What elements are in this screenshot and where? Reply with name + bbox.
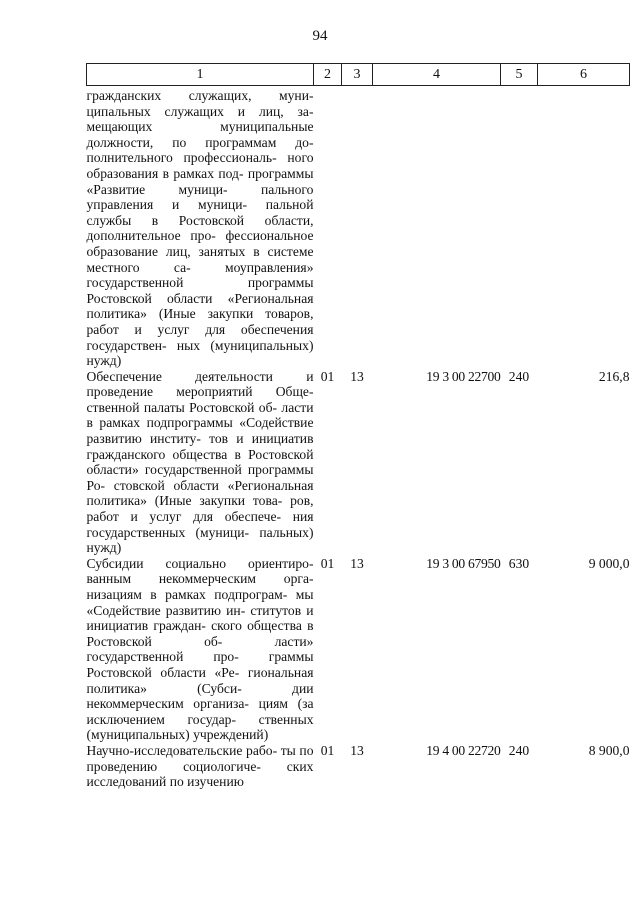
- description-line: циям (за исключением государ-: [86, 696, 314, 727]
- cell-sum: [538, 86, 630, 369]
- description-line: граммы Ростовской области «Ре-: [86, 649, 314, 680]
- column-header-1: 1: [87, 64, 314, 86]
- description-line: ципальных служащих и лиц, за-: [86, 103, 314, 119]
- description-line: ного образования в рамках под-: [86, 150, 314, 181]
- description-line: для обеспечения государствен-: [86, 321, 314, 353]
- description-line: программы Ростовской области: [86, 275, 314, 306]
- description-line: фессиональное образование лиц,: [86, 228, 314, 259]
- description-line: полнительного профессиональ-: [86, 150, 277, 166]
- row-description: [87, 743, 314, 790]
- cell-csr: 19 3 00 22700: [426, 368, 501, 384]
- cell-vr: 630: [508, 555, 530, 571]
- table-row: [87, 556, 630, 743]
- description-line: тов и инициатив гражданского: [86, 431, 314, 462]
- cell-rz: 01: [320, 368, 335, 384]
- row-description: [87, 369, 314, 556]
- description-line: стовской области «Региональная: [113, 477, 314, 493]
- description-line: пального управления и муници-: [86, 181, 314, 213]
- column-header-5: 5: [501, 64, 538, 86]
- description-line: Обеспечение деятельности и: [86, 368, 314, 384]
- description-line: гиональная политика» (Субси-: [86, 664, 314, 696]
- cell-vr: [501, 86, 538, 369]
- description-line: мещающих муниципальные: [86, 119, 314, 135]
- cell-rz: 01: [320, 742, 335, 758]
- cell-sum: 9 000,0: [588, 555, 630, 571]
- description-line: общества в Ростовской области»: [86, 446, 314, 478]
- description-line: программы «Развитие муници-: [86, 165, 314, 197]
- description-line: политика» (Иные закупки това-: [86, 493, 283, 509]
- cell-sum: 8 900,0: [588, 742, 630, 758]
- description-line: ных (муниципальных) нужд): [86, 337, 314, 369]
- description-line: ственных (муниципальных): [86, 711, 314, 743]
- cell-rz: 01: [320, 555, 335, 571]
- description-line: «Содействие развитию институ-: [86, 415, 314, 447]
- description-line: ты по проведению социологиче-: [86, 742, 314, 774]
- cell-pr: 13: [350, 742, 364, 758]
- description-line: закупки товаров, работ и услуг: [86, 306, 314, 337]
- description-line: должности, по программам до-: [86, 134, 314, 150]
- cell-vr: 240: [508, 368, 530, 384]
- cell-csr: 19 4 00 22720: [426, 742, 501, 758]
- description-line: низациям в рамках подпрограм-: [86, 587, 288, 602]
- description-line: государственной программы Ро-: [86, 462, 314, 493]
- description-line: ров, работ и услуг для обеспече-: [86, 493, 314, 525]
- description-line: проведение мероприятий Обще-: [86, 384, 314, 400]
- description-line: занятых в системе местного са-: [86, 243, 314, 275]
- description-line: моуправления» государственной: [86, 259, 314, 291]
- description-line: «Региональная политика» (Иные: [86, 290, 314, 322]
- description-line: области, дополнительное про-: [86, 212, 314, 244]
- row-description: [87, 86, 314, 369]
- description-line: ского общества в Ростовской об-: [86, 618, 314, 649]
- description-line: дии некоммерческим организа-: [86, 680, 314, 712]
- description-line: ласти в рамках подпрограммы: [86, 399, 314, 431]
- description-line: Субсидии социально ориентиро-: [86, 555, 314, 571]
- cell-pr: [342, 86, 373, 369]
- description-line: ния государственных (муници-: [86, 509, 314, 540]
- description-line: ственной палаты Ростовской об-: [86, 399, 278, 415]
- description-line: пальной службы в Ростовской: [86, 197, 314, 228]
- table-row: [87, 743, 630, 790]
- cell-vr: 240: [508, 742, 530, 758]
- cell-csr: 19 3 00 67950: [426, 555, 501, 571]
- description-line: ститутов и инициатив граждан-: [86, 602, 314, 634]
- description-line: гражданских служащих, муни-: [86, 88, 314, 103]
- description-line: ванным некоммерческим орга-: [86, 571, 314, 587]
- cell-csr: [373, 86, 501, 369]
- column-header-3: 3: [342, 64, 373, 86]
- cell-pr: 13: [350, 368, 364, 384]
- description-line: учреждений): [193, 727, 269, 743]
- table-header-row: [87, 64, 630, 86]
- cell-rz: [314, 86, 342, 369]
- page-number: 94: [312, 28, 328, 44]
- cell-pr: 13: [350, 555, 364, 571]
- budget-table: [86, 63, 630, 790]
- description-line: ласти» государственной про-: [86, 633, 314, 665]
- column-header-2: 2: [314, 64, 342, 86]
- description-line: мы «Содействие развитию ин-: [86, 587, 314, 618]
- table-row: [87, 86, 630, 369]
- table-row: [87, 369, 630, 556]
- row-description: [87, 556, 314, 743]
- cell-sum: 216,8: [598, 368, 630, 384]
- column-header-4: 4: [373, 64, 501, 86]
- column-header-6: 6: [538, 64, 630, 86]
- description-line: ских исследований по изучению: [86, 758, 314, 790]
- description-line: пальных) нужд): [86, 524, 314, 556]
- description-line: Научно-исследовательские рабо-: [86, 742, 278, 758]
